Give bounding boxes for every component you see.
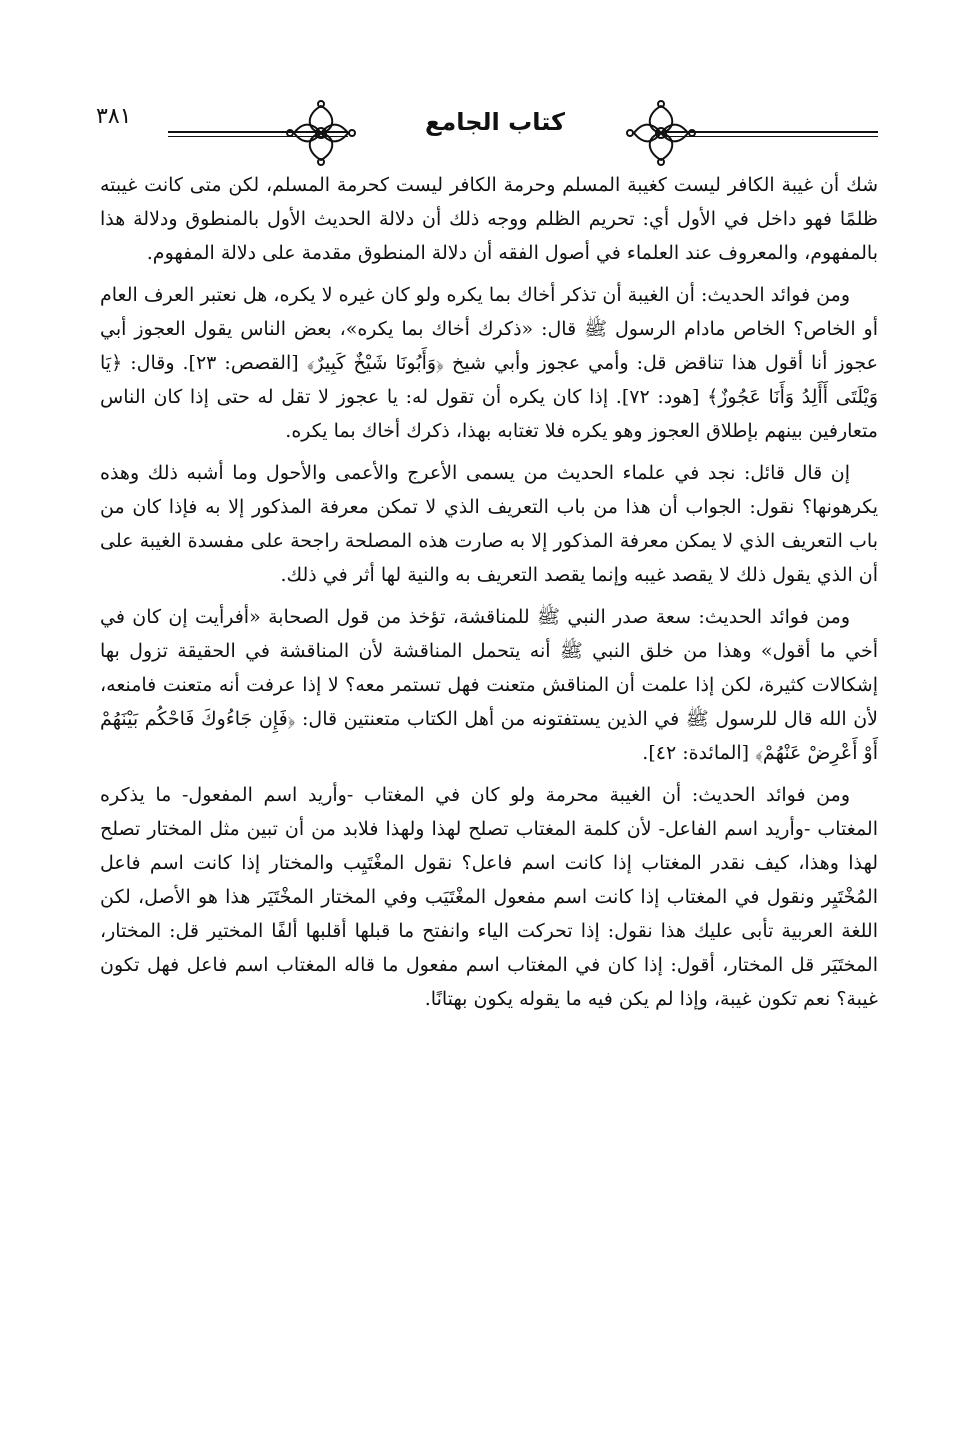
paragraph: إن قال قائل: نجد في علماء الحديث من يسمى الأعرج والأعمى والأحول وما أشبه ذلك وهذه يكرهونها؟ نقول: الجواب أن هذا من باب التعريف الذي لا تمكن معرفة المذكور إلا به فإذا كان من باب التعريف الذي لا يمكن معرفة المذكور إلا به صارت هذه المصلحة راجحة على مفسدة الغيبة على أن الذي يقول ذلك لا يقصد غيبه وإنما يقصد التعريف به والنية لها أثر في ذلك. (100, 462, 879, 586)
header-rule-right (666, 131, 878, 133)
paragraph: ومن فوائد الحديث: سعة صدر النبي ﷺ للمناقشة، تؤخذ من قول الصحابة «أفرأيت إن كان في أخي ما أقول» وهذا من خلق النبي ﷺ أنه يتحمل المناقشة لأن المناقشة في الحقيقة تزول بها إشكالات كثيرة، لكن إذا علمت أن المناقش متعنت فهل تستمر معه؟ لا إذا عرفت أنه متعنت فامنعه، لأن الله قال للرسول ﷺ في الذين يستفتونه من أهل الكتاب متعنتين قال: ﴿فَإِن جَاءُوكَ فَاحْكُم بَيْنَهُمْ أَوْ أَعْرِضْ عَنْهُمْ﴾ [المائدة: ٤٢]. (100, 606, 878, 764)
page-number: ٣٨١ (96, 104, 132, 129)
floral-ornament-icon (626, 100, 696, 166)
paragraph: ومن فوائد الحديث: أن الغيبة محرمة ولو كان في المغتاب -وأريد اسم المفعول- ما يذكره المغتاب -وأريد اسم الفاعل- لأن كلمة المغتاب تصلح لهذا ولهذا فلابد من أن تبين مثل المختار تصلح لهذا وهذا، كيف نقدر المغتاب إذا كانت اسم فاعل؟ نقول المغْتَيِب والمختار إذا كانت اسم فاعل المُخْتَيِر ونقول في المغتاب إذا كانت اسم مفعول المغْتَيَب وفي المختار المخْتَيَر هذا هو الأصل، لكن اللغة العربية تأبى عليك هذا نقول: إذا تحركت الياء وانفتح ما قبلها أقلبها ألفًا المختير قل: المختار، المختَيَر قل المختار، أقول: إذا كان في المغتاب اسم مفعول ما قاله المغتاب اسم فاعل فهل تكون غيبة؟ نعم تكون غيبة، وإذا لم يكن فيه ما يقوله يكون بهتانًا. (100, 784, 878, 1010)
page-header (90, 98, 880, 168)
header-rule-right-thin (666, 136, 878, 137)
floral-ornament-icon (286, 100, 356, 166)
paragraph: شك أن غيبة الكافر ليست كغيبة المسلم وحرمة الكافر ليست كحرمة المسلم، لكن متى كانت غيبته ظلمًا فهو داخل في الأول أي: تحريم الظلم ووجه ذلك أن دلالة الحديث الأول بالمنطوق ودلالة هذا بالمفهوم، والمعروف عند العلماء في أصول الفقه أن دلالة المنطوق مقدمة على دلالة المفهوم. (100, 174, 878, 264)
paragraph: ومن فوائد الحديث: أن الغيبة أن تذكر أخاك بما يكره ولو كان غيره لا يكره، هل نعتبر العرف العام أو الخاص؟ الخاص مادام الرسول ﷺ قال: «ذكرك أخاك بما يكره»، بعض الناس يقول العجوز أبي عجوز أنا أقول هذا تناقض قل: وأمي عجوز وأبي شيخ ﴿وَأَبُونَا شَيْخٌ كَبِيرٌ﴾ [القصص: ٢٣]. وقال: ﴿يَا وَيْلَتَى أَأَلِدُ وَأَنَا عَجُوزٌ﴾ [هود: ٧٢]. إذا كان يكره أن تقول له: يا عجوز لا تقل له حتى إذا كان الناس متعارفين بينهم بإطلاق العجوز وهو يكره فلا تغتابه بهذا، ذكرك أخاك بما يكره. (100, 284, 878, 442)
page-body (100, 168, 878, 1024)
running-title: كتاب الجامع (424, 108, 566, 136)
